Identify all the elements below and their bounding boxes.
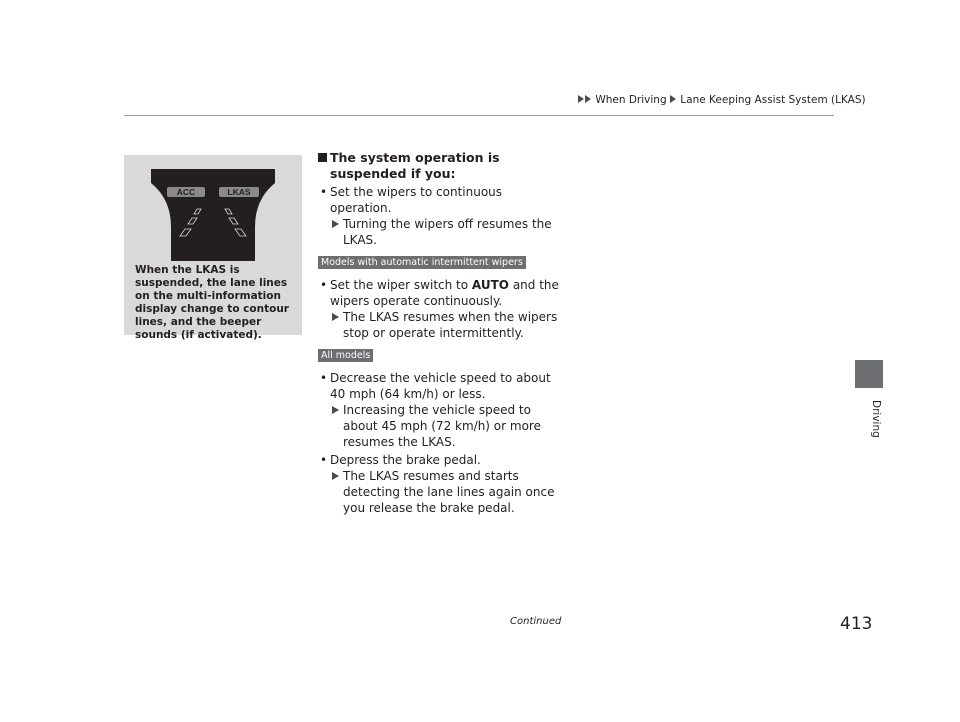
section-heading-text: The system operation is suspended if you: — [330, 150, 500, 181]
list-subitem-text: The LKAS resumes and starts detecting the lane lines again once you release the brake pedal. — [343, 469, 555, 515]
bullet-icon: • — [320, 278, 328, 292]
list-subitem — [318, 216, 563, 248]
list-item — [318, 370, 563, 402]
list-subitem-text: Increasing the vehicle speed to about 45 mph (72 km/h) or more resumes the LKAS. — [343, 403, 541, 449]
acc-indicator-label: ACC — [176, 187, 196, 197]
list-item — [318, 184, 563, 216]
result-arrow-icon — [332, 406, 339, 414]
breadcrumb-arrow-icon — [585, 95, 591, 103]
page-number: 413 — [840, 614, 873, 634]
list-item — [318, 452, 563, 468]
result-arrow-icon — [332, 313, 339, 321]
list-subitem-text: Turning the wipers off resumes the LKAS. — [343, 217, 552, 247]
list-item-text: Set the wipers to continuous operation. — [330, 185, 503, 215]
bullet-icon: • — [320, 453, 328, 467]
bullet-icon: • — [320, 371, 328, 385]
result-arrow-icon — [332, 220, 339, 228]
header-rule — [124, 115, 834, 116]
list-item-bold-term: AUTO — [471, 278, 509, 292]
section-tab — [855, 360, 883, 388]
list-item-text: Depress the brake pedal. — [330, 453, 481, 467]
main-content — [318, 150, 563, 516]
lkas-display-figure — [124, 155, 302, 341]
list-subitem — [318, 468, 563, 516]
breadcrumb-section[interactable]: When Driving — [595, 94, 667, 106]
lkas-indicator-label: LKAS — [227, 187, 251, 197]
figure-caption: When the LKAS is suspended, the lane lines on the multi-information display change to contour lines, and the beeper sounds (if activated). — [135, 264, 289, 341]
result-arrow-icon — [332, 472, 339, 480]
model-badge: All models — [318, 349, 373, 362]
breadcrumb — [578, 94, 866, 106]
breadcrumb-arrow-icon — [670, 95, 676, 103]
bullet-icon: • — [320, 185, 328, 199]
section-tab-label: Driving — [870, 400, 882, 438]
multi-information-display-illustration — [151, 169, 275, 261]
list-item-text: Decrease the vehicle speed to about 40 mph (64 km/h) or less. — [330, 371, 551, 401]
list-item — [318, 277, 563, 309]
breadcrumb-topic[interactable]: Lane Keeping Assist System (LKAS) — [680, 94, 866, 106]
list-item-text-after: and the wipers operate continuously. — [330, 278, 559, 308]
model-badge: Models with automatic intermittent wipers — [318, 256, 526, 269]
continued-label: Continued — [510, 616, 562, 627]
breadcrumb-arrow-icon — [578, 95, 584, 103]
list-subitem — [318, 309, 563, 341]
section-heading — [318, 150, 563, 182]
list-subitem — [318, 402, 563, 450]
list-subitem-text: The LKAS resumes when the wipers stop or operate intermittently. — [343, 310, 558, 340]
heading-square-icon — [318, 153, 327, 162]
list-item-text-before: Set the wiper switch to — [330, 278, 469, 292]
